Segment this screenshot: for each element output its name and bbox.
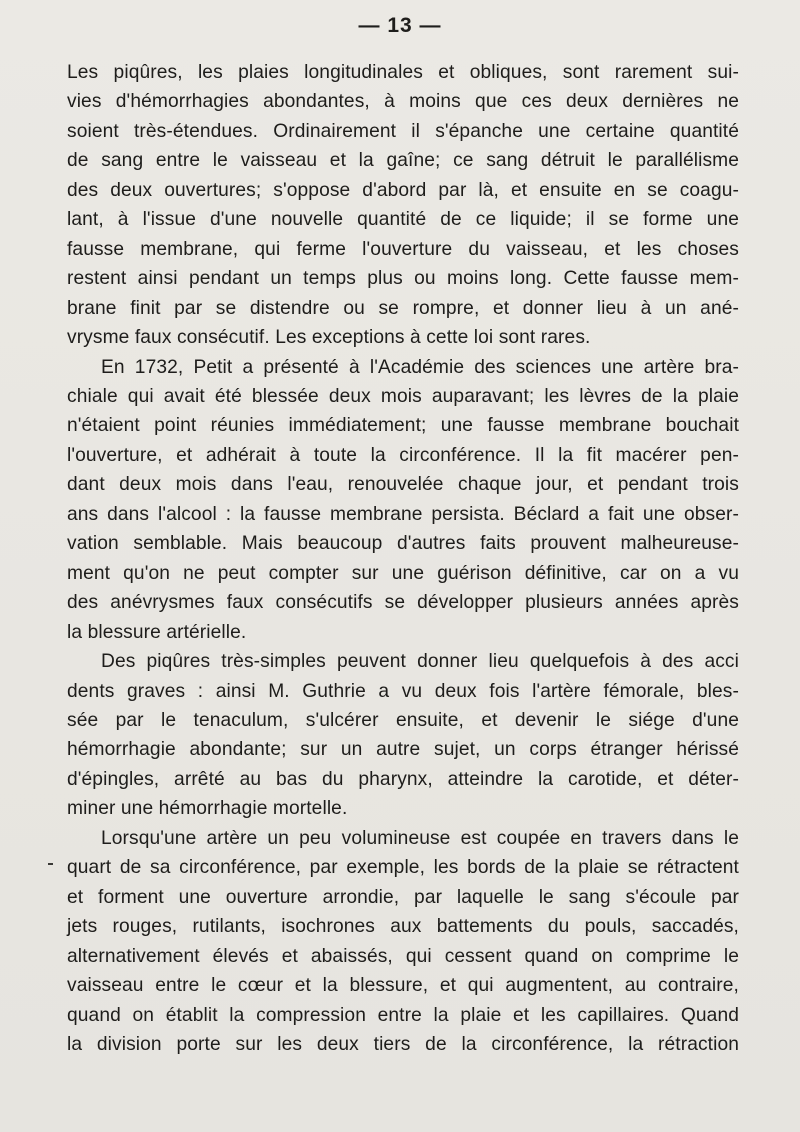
text-line: chiale qui avait été blessée deux mois auparavant; les lèvres de la plaie — [67, 385, 739, 407]
text-line: restent ainsi pendant un temps plus ou moins long. Cette fausse mem- — [67, 268, 739, 290]
margin-mark — [48, 863, 53, 865]
text-line: la blessure artérielle. — [67, 621, 247, 643]
text-line: Des piqûres très-simples peuvent donner lieu quelquefois à des acci — [101, 651, 739, 673]
text-line: Lorsqu'une artère un peu volumineuse est coupée en travers dans le — [101, 827, 739, 849]
text-line: alternativement élevés et abaissés, qui cessent quand on comprime le — [67, 945, 739, 967]
text-line: vrysme faux consécutif. Les exceptions à cette loi sont rares. — [67, 327, 591, 349]
text-line: vaisseau entre le cœur et la blessure, et qui augmentent, au contraire, — [67, 975, 739, 997]
text-line: En 1732, Petit a présenté à l'Académie des sciences une artère bra- — [101, 356, 739, 378]
text-line: dant deux mois dans l'eau, renouvelée chaque jour, et pendant trois — [67, 474, 739, 496]
text-line: brane finit par se distendre ou se rompre, et donner lieu à un ané- — [67, 297, 739, 319]
text-line: d'épingles, arrêté au bas du pharynx, atteindre la carotide, et déter- — [67, 768, 739, 790]
text-line: l'ouverture, et adhérait à toute la circonférence. Il la fit macérer pen- — [67, 444, 739, 466]
text-line: quart de sa circonférence, par exemple, les bords de la plaie se rétractent — [67, 857, 739, 879]
text-line: ment qu'on ne peut compter sur une guérison définitive, car on a vu — [67, 562, 739, 584]
text-line: vation semblable. Mais beaucoup d'autres faits prouvent malheureuse- — [67, 533, 739, 555]
text-line: dents graves : ainsi M. Guthrie a vu deux fois l'artère fémorale, bles- — [67, 680, 739, 702]
text-line: et forment une ouverture arrondie, par laquelle le sang s'écoule par — [67, 886, 739, 908]
text-line: lant, à l'issue d'une nouvelle quantité de ce liquide; il se forme une — [67, 209, 739, 231]
text-line: Les piqûres, les plaies longitudinales et obliques, sont rarement sui- — [67, 62, 739, 83]
text-line: vies d'hémorrhagies abondantes, à moins que ces deux dernières ne — [67, 91, 739, 113]
text-line: des deux ouvertures; s'oppose d'abord par là, et ensuite en se coagu- — [67, 179, 739, 201]
body-text — [67, 58, 739, 1059]
text-line: la division porte sur les deux tiers de la circonférence, la rétraction — [67, 1033, 739, 1055]
text-line: de sang entre le vaisseau et la gaîne; ce sang détruit le parallélisme — [67, 150, 739, 172]
text-line: fausse membrane, qui ferme l'ouverture du vaisseau, et les choses — [67, 238, 739, 260]
text-line: jets rouges, rutilants, isochrones aux battements du pouls, saccadés, — [67, 916, 739, 938]
text-line: sée par le tenaculum, s'ulcérer ensuite, et devenir le siége d'une — [67, 709, 739, 731]
text-line: soient très-étendues. Ordinairement il s'épanche une certaine quantité — [67, 120, 739, 142]
text-line: ans dans l'alcool : la fausse membrane persista. Béclard a fait une obser- — [67, 503, 739, 525]
text-line: n'étaient point réunies immédiatement; une fausse membrane bouchait — [67, 415, 739, 437]
text-line: des anévrysmes faux consécutifs se développer plusieurs années après — [67, 592, 739, 614]
page-number: — 13 — — [358, 14, 442, 37]
text-line: miner une hémorrhagie mortelle. — [67, 798, 348, 820]
text-line: hémorrhagie abondante; sur un autre sujet, un corps étranger hérissé — [67, 739, 739, 761]
text-line: quand on établit la compression entre la plaie et les capillaires. Quand — [67, 1004, 739, 1026]
